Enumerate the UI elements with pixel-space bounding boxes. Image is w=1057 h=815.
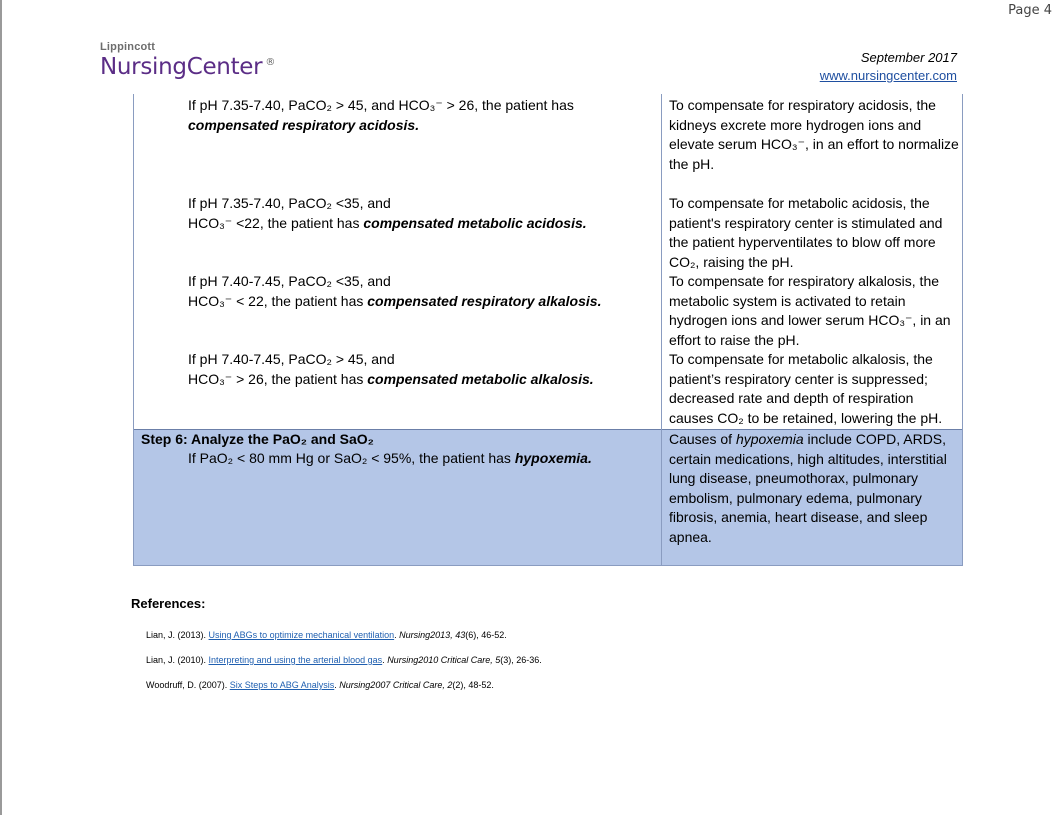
condition-respiratory-acidosis: [188, 96, 658, 135]
explanation-respiratory-acidosis: To compensate for respiratory acidosis, the kidneys excrete more hydrogen ions and elevate serum HCO₃⁻, in an effort to normalize the pH.: [669, 97, 959, 172]
condition-text: If pH 7.40-7.45, PaCO₂ <35, and: [188, 273, 391, 289]
explanation-term: hypoxemia: [735, 431, 804, 447]
reference-author: Lian, J. (2010).: [146, 655, 209, 665]
registered-mark: ®: [265, 57, 276, 68]
condition-diagnosis: compensated respiratory alkalosis.: [367, 292, 602, 309]
condition-text: If pH 7.35-7.40, PaCO₂ > 45, and HCO₃⁻ > 26, the patient has: [188, 97, 574, 113]
explanation-respiratory-alkalosis: To compensate for respiratory alkalosis, the metabolic system is activated to retain hydrogen ions and lower serum HCO₃⁻, in an effort to raise the pH.: [669, 273, 951, 348]
website-link[interactable]: www.nursingcenter.com: [819, 68, 957, 83]
reference-journal: Nursing2013, 43: [399, 630, 466, 640]
reference-link[interactable]: Using ABGs to optimize mechanical ventilation: [208, 630, 395, 640]
condition-text: HCO₃⁻ <22, the patient has: [188, 214, 364, 231]
reference-item: [146, 623, 542, 648]
condition-metabolic-acidosis: [188, 194, 658, 233]
logo-brand-main: [100, 54, 275, 80]
explanation-text: Causes of: [669, 431, 736, 447]
reference-issue: (2), 48-52.: [452, 680, 494, 690]
publication-date: September 2017: [860, 50, 957, 65]
condition-diagnosis: compensated respiratory acidosis.: [188, 116, 420, 133]
page-number-label: Page 4: [1008, 3, 1052, 18]
explanation-metabolic-acidosis: To compensate for metabolic acidosis, the patient's respiratory center is stimulated and the patient hyperventilates to blow off more CO₂, raising the pH.: [669, 195, 943, 270]
table-column-divider: [661, 94, 662, 566]
table-left-border: [133, 94, 134, 566]
condition-text: HCO₃⁻ > 26, the patient has: [188, 370, 368, 387]
reference-period: .: [394, 630, 400, 640]
abg-table: [133, 94, 963, 566]
explanation-text: include COPD, ARDS, certain medications, high altitudes, interstitial lung disease, pneumothorax, pulmonary embolism, pulmonary edema, pulmonary fibrosis, anemia, heart disease, and sleep apnea.: [669, 431, 947, 545]
condition-diagnosis: compensated metabolic acidosis.: [363, 214, 587, 231]
reference-link[interactable]: Six Steps to ABG Analysis: [229, 680, 335, 690]
explanation-metabolic-alkalosis: To compensate for metabolic alkalosis, the patient’s respiratory center is suppressed; decreased rate and depth of respiration causes CO₂ to be retained, lowering the pH.: [669, 351, 943, 426]
logo-brand-top: Lippincott: [100, 41, 156, 53]
condition-text: If pH 7.40-7.45, PaCO₂ > 45, and: [188, 351, 395, 367]
header-info: [820, 49, 957, 85]
reference-item: [146, 673, 542, 698]
reference-issue: (6), 46-52.: [465, 630, 507, 640]
condition-metabolic-alkalosis: [188, 350, 658, 389]
condition-text: If pH 7.35-7.40, PaCO₂ <35, and: [188, 195, 391, 211]
reference-author: Lian, J. (2013).: [146, 630, 209, 640]
condition-diagnosis: hypoxemia.: [514, 450, 592, 466]
condition-text: If PaO₂ < 80 mm Hg or SaO₂ < 95%, the patient has: [188, 450, 515, 466]
table-right-border: [962, 94, 963, 566]
reference-journal: Nursing2007 Critical Care, 2: [339, 680, 453, 690]
references-heading: References:: [131, 596, 206, 611]
reference-period: .: [334, 680, 340, 690]
reference-item: [146, 648, 542, 673]
reference-period: .: [382, 655, 388, 665]
references-section: [131, 596, 542, 698]
reference-link[interactable]: Interpreting and using the arterial blood gas: [208, 655, 383, 665]
explanation-hypoxemia: [669, 430, 959, 548]
condition-text: HCO₃⁻ < 22, the patient has: [188, 292, 368, 309]
lippincott-nursingcenter-logo: [100, 41, 275, 80]
reference-issue: (3), 26-36.: [500, 655, 542, 665]
viewer-left-edge: [0, 0, 2, 815]
condition-respiratory-alkalosis: [188, 272, 658, 311]
reference-author: Woodruff, D. (2007).: [146, 680, 230, 690]
condition-hypoxemia: [188, 449, 658, 469]
logo-main-text: NursingCenter: [100, 54, 263, 80]
reference-journal: Nursing2010 Critical Care, 5: [387, 655, 501, 665]
condition-diagnosis: compensated metabolic alkalosis.: [367, 370, 594, 387]
step6-title: Step 6: Analyze the PaO₂ and SaO₂: [141, 431, 374, 447]
